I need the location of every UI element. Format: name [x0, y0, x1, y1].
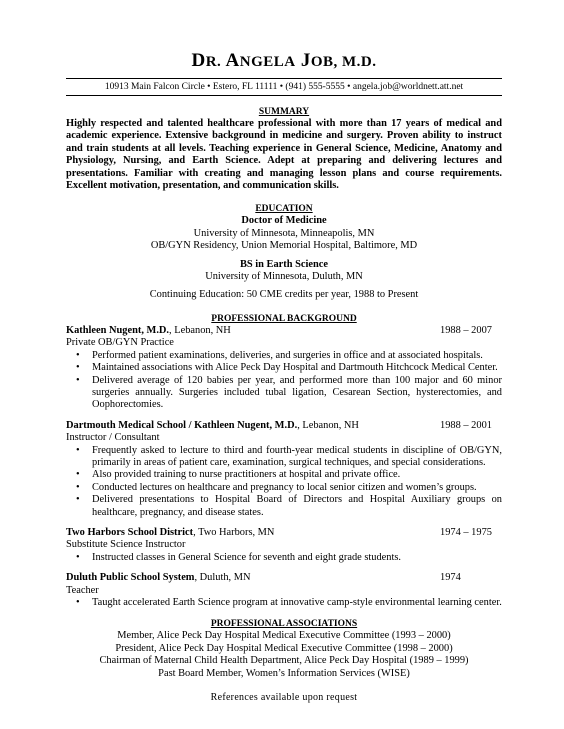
- name-first-small-caps: NGELA: [239, 54, 296, 70]
- association-item: Member, Alice Peck Day Hospital Medical Executive Committee (1993 – 2000): [117, 630, 451, 642]
- degree-md-school: University of Minnesota, Minneapolis, MN: [193, 227, 375, 239]
- job-bullet: • Delivered average of 120 babies per year, and performed more than 100 major and 60 minor surgeries annually. Surgeries included tubal ligation, Cesarean Section, hysterectomies, and Oophorectomies.: [66, 375, 502, 412]
- job-entry: [66, 325, 502, 412]
- job-location: , Lebanon, NH: [169, 324, 231, 336]
- job-bullet: • Frequently asked to lecture to third and fourth-year medical students in discipline of OB/GYN, primarily in areas of patient care, examination, surgical techniques, and special considerations.: [66, 445, 502, 470]
- job-role: Private OB/GYN Practice: [66, 337, 174, 349]
- name-first-initial: A: [225, 50, 240, 71]
- job-bullet: • Performed patient examinations, deliveries, and surgeries in office and at associated hospitals.: [66, 350, 502, 362]
- name-last-initial: J: [300, 50, 311, 71]
- association-item: President, Alice Peck Day Hospital Medical Executive Committee (1998 – 2000): [115, 642, 453, 654]
- education-heading: EDUCATION: [255, 204, 313, 215]
- job-employer: Dartmouth Medical School / Kathleen Nugent, M.D.: [66, 419, 298, 431]
- job-bullet: • Conducted lectures on healthcare and pregnancy to local senior citizen and women’s groups.: [66, 482, 502, 494]
- job-location: , Lebanon, NH: [297, 419, 359, 431]
- job-employer: Two Harbors School District: [66, 526, 194, 538]
- job-employer: Duluth Public School System: [66, 572, 195, 584]
- job-bullet: • Delivered presentations to Hospital Board of Directors and Hospital Auxiliary groups on healthcare, pregnancy, and disease states.: [66, 494, 502, 519]
- job-location: , Duluth, MN: [194, 572, 251, 584]
- degree-md: Doctor of Medicine: [241, 215, 327, 227]
- name-prefix: D: [191, 50, 206, 71]
- job-role: Teacher: [66, 584, 99, 596]
- name-suffix: , M.D.: [333, 54, 377, 70]
- job-location: , Two Harbors, MN: [193, 526, 275, 538]
- job-dates: 1988 – 2001: [440, 419, 492, 431]
- summary-text: Highly respected and talented healthcare professional with more than 17 years of medical and academic experience. Extensive background in medicine and surgery. Proven ability to instruct and train students at all levels. Teaching experience in General Science, Medicine, Anatomy and Physiology, Nursing, and Earth Science. Adept at preparing and delivering lectures and presentations. Familiar with creating and managing lesson plans and course requirements. Excellent motivation, presentation, and communication skills.: [66, 118, 502, 192]
- degree-bs: BS in Earth Science: [239, 258, 329, 270]
- job-bullet: • Taught accelerated Earth Science program at innovative camp-style environmental learning center.: [66, 597, 502, 609]
- job-role: Instructor / Consultant: [66, 432, 160, 444]
- job-dates: 1974: [440, 572, 461, 584]
- job-bullet: • Also provided training to nurse practitioners at hospital and private office.: [66, 469, 502, 481]
- job-dates: 1988 – 2007: [440, 324, 492, 336]
- job-entry: [66, 527, 502, 564]
- residency: OB/GYN Residency, Union Memorial Hospital, Baltimore, MD: [150, 240, 418, 252]
- name-last-small-caps: OB: [310, 54, 334, 70]
- continuing-education: Continuing Education: 50 CME credits per year, 1988 to Present: [149, 289, 419, 301]
- association-item: Chairman of Maternal Child Health Department, Alice Peck Day Hospital (1989 – 1999): [99, 655, 469, 667]
- job-bullet: • Maintained associations with Alice Peck Day Hospital and Dartmouth Hitchcock Medical Center.: [66, 362, 502, 374]
- resume-name: [66, 0, 502, 73]
- job-employer: Kathleen Nugent, M.D.: [66, 324, 170, 336]
- references-note: References available upon request: [210, 692, 358, 704]
- name-prefix-small-caps: R.: [205, 54, 222, 70]
- job-entry: [66, 572, 502, 609]
- job-dates: 1974 – 1975: [440, 526, 492, 538]
- summary-heading: SUMMARY: [258, 107, 310, 117]
- job-role: Substitute Science Instructor: [66, 539, 186, 551]
- associations-heading: PROFESSIONAL ASSOCIATIONS: [210, 619, 358, 630]
- association-item: Past Board Member, Women’s Information Services (WISE): [158, 667, 410, 679]
- degree-bs-school: University of Minnesota, Duluth, MN: [205, 271, 363, 283]
- job-entry: [66, 420, 502, 519]
- job-bullet: • Instructed classes in General Science for seventh and eight grade students.: [66, 552, 502, 564]
- contact-line: 10913 Main Falcon Circle • Estero, FL 11111 • (941) 555-5555 • angela.job@worldnett.att.net: [66, 78, 502, 96]
- background-heading: PROFESSIONAL BACKGROUND: [211, 313, 357, 324]
